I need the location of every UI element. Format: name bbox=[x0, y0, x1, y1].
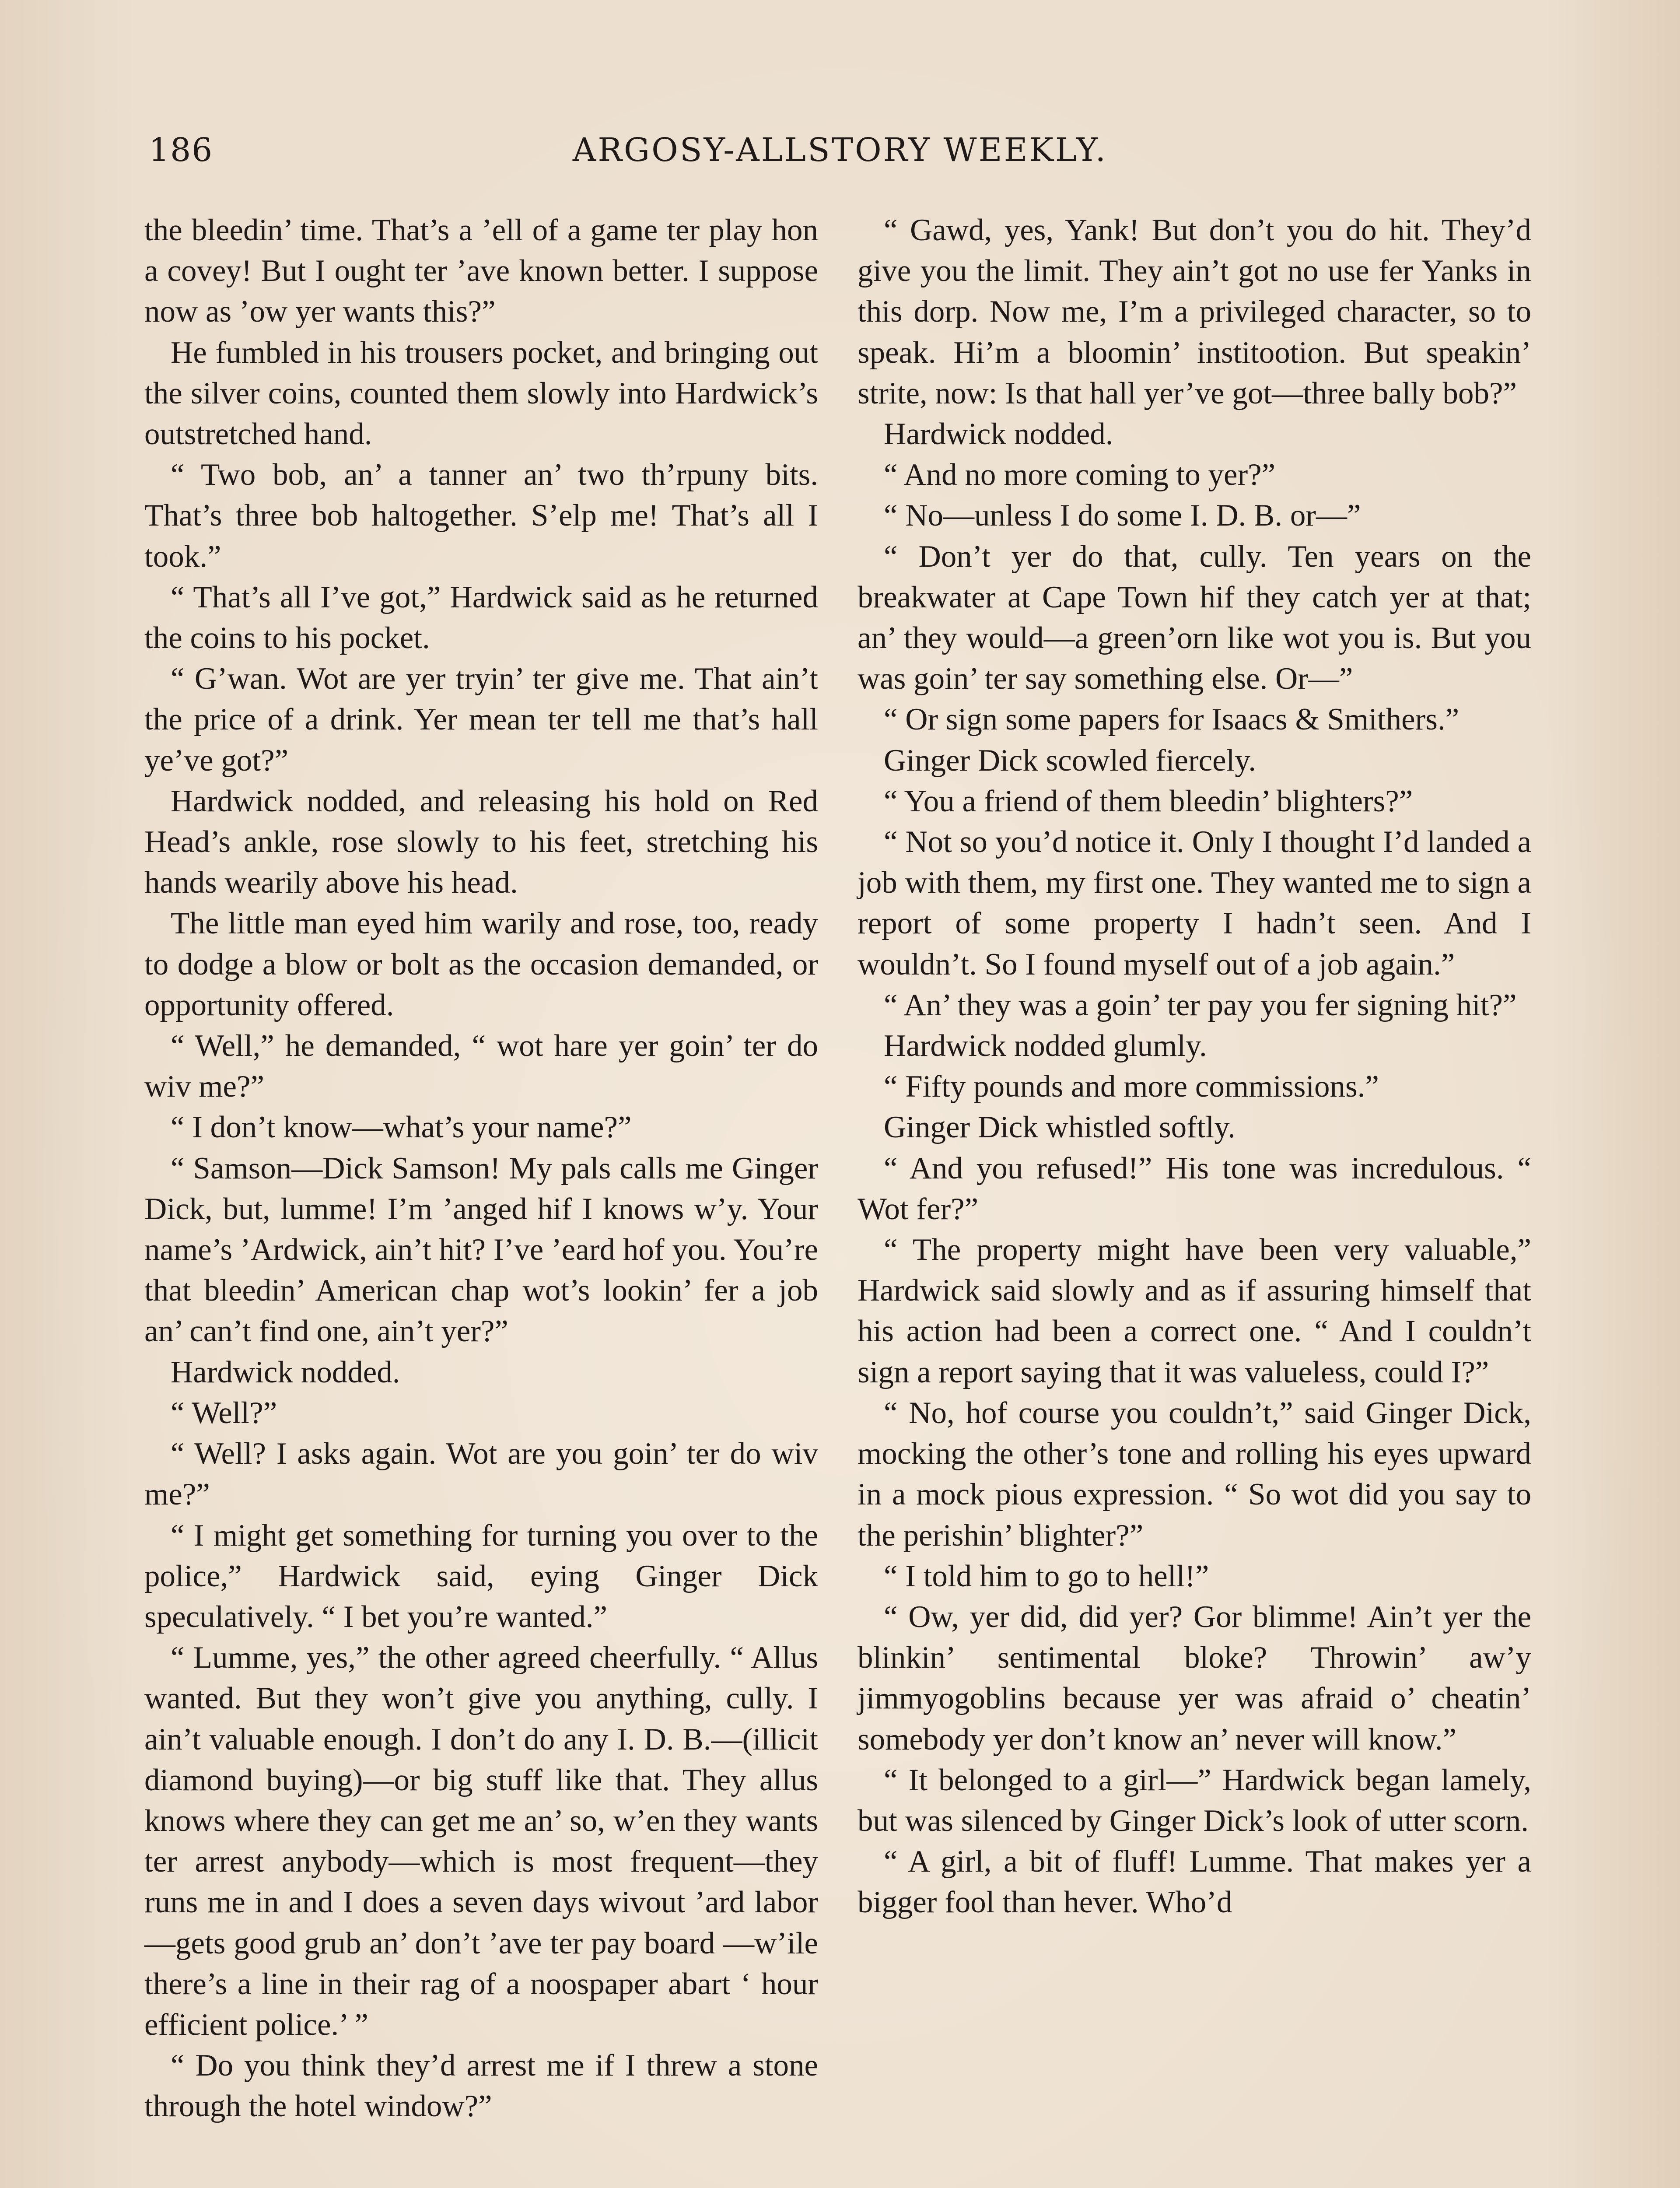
paragraph: “ G’wan. Wot are yer tryin’ ter give me. That ain’t the price of a drink. Yer mean ter tell me that’s hall ye’ve got?” bbox=[144, 662, 818, 778]
paragraph: Ginger Dick whistled softly. bbox=[884, 1110, 1236, 1145]
paragraph: “ Or sign some papers for Isaacs & Smithers.” bbox=[884, 702, 1460, 737]
paragraph: “ Ow, yer did, did yer? Gor blimme! Ain’t yer the blinkin’ sentimental bloke? Throwin’ aw’y jimmyogoblins because yer was afraid o’ cheatin’ somebody yer don’t know an’ never will know.” bbox=[858, 1599, 1531, 1757]
paragraph: “ An’ they was a goin’ ter pay you fer signing hit?” bbox=[884, 988, 1517, 1022]
paragraph: “ Do you think they’d arrest me if I threw a stone through the hotel window?” bbox=[144, 2048, 818, 2124]
paragraph: “ No—unless I do some I. D. B. or—” bbox=[884, 498, 1361, 533]
paragraph: “ You a friend of them bleedin’ blighters?” bbox=[884, 784, 1413, 818]
paragraph: “ That’s all I’ve got,” Hardwick said as he returned the coins to his pocket. bbox=[144, 580, 818, 656]
paragraph: “ Don’t yer do that, cully. Ten years on the breakwater at Cape Town hif they catch yer at that; an’ they would—a green’orn like wot you is. But you was goin’ ter say something else. Or—” bbox=[858, 539, 1531, 696]
paragraph: He fumbled in his trousers pocket, and bringing out the silver coins, counted them slowly into Hardwick’s outstretched hand. bbox=[144, 335, 818, 452]
left-column bbox=[144, 210, 818, 2127]
right-column bbox=[858, 210, 1531, 1923]
paragraph: The little man eyed him warily and rose, too, ready to dodge a blow or bolt as the occasion demanded, or opportunity offered. bbox=[144, 906, 818, 1022]
paragraph: “ A girl, a bit of fluff! Lumme. That makes yer a bigger fool than hever. Who’d bbox=[858, 1844, 1531, 1920]
paragraph: “ Well? I asks again. Wot are you goin’ ter do wiv me?” bbox=[144, 1437, 818, 1512]
paragraph: “ It belonged to a girl—” Hardwick began lamely, but was silenced by Ginger Dick’s look of utter scorn. bbox=[858, 1763, 1531, 1838]
paragraph: “ No, hof course you couldn’t,” said Ginger Dick, mocking the other’s tone and rolling his eyes upward in a mock pious expression. “ So wot did you say to the perishin’ blighter?” bbox=[858, 1396, 1531, 1553]
paragraph: Hardwick nodded. bbox=[171, 1355, 400, 1389]
paragraph: Hardwick nodded. bbox=[884, 417, 1113, 452]
paragraph: “ Lumme, yes,” the other agreed cheerfully. “ Allus wanted. But they won’t give you anything, cully. I ain’t valuable enough. I don’t do any I. D. B.—(illicit diamond buying)—or big stuff like that. They allus knows where they can get me an’ so, w’en they wants ter arrest anybody—which is most frequent—they runs me in and I does a seven days wivout ’ard labor—gets good grub an’ don’t ’ave ter pay board —w’ile there’s a line in their rag of a noospaper abart ‘ hour efficient police.’ ” bbox=[144, 1641, 818, 2042]
running-title: ARGOSY-ALLSTORY WEEKLY. bbox=[572, 131, 1108, 169]
paragraph: “ Not so you’d notice it. Only I thought I’d landed a job with them, my first one. They wanted me to sign a report of some property I hadn’t seen. And I wouldn’t. So I found myself out of a job again.” bbox=[858, 825, 1531, 982]
paragraph: “ And you refused!” His tone was incredulous. “ Wot fer?” bbox=[858, 1151, 1531, 1226]
page-header bbox=[149, 131, 1531, 184]
paragraph: “ I told him to go to hell!” bbox=[884, 1559, 1209, 1593]
paragraph: Hardwick nodded glumly. bbox=[884, 1029, 1207, 1063]
paragraph: “ Two bob, an’ a tanner an’ two th’rpuny bits. That’s three bob haltogether. S’elp me! That’s all I took.” bbox=[144, 458, 818, 574]
paragraph: “ Samson—Dick Samson! My pals calls me Ginger Dick, but, lumme! I’m ’anged hif I knows w’y. Your name’s ’Ardwick, ain’t hit? I’ve ’eard hof you. You’re that bleedin’ American chap wot’s lookin’ fer a job an’ can’t find one, ain’t yer?” bbox=[144, 1151, 818, 1349]
paragraph: “ I don’t know—what’s your name?” bbox=[171, 1110, 632, 1145]
paragraph: “ Gawd, yes, Yank! But don’t you do hit. They’d give you the limit. They ain’t got no use fer Yanks in this dorp. Now me, I’m a privileged character, so to speak. Hi’m a bloomin’ institootion. But speakin’ strite, now: Is that hall yer’ve got—three bally bob?” bbox=[858, 213, 1531, 410]
paragraph: “ Well?” bbox=[171, 1396, 277, 1430]
paragraph: “ Fifty pounds and more commissions.” bbox=[884, 1069, 1379, 1104]
paragraph: Ginger Dick scowled fiercely. bbox=[884, 743, 1256, 778]
paragraph: the bleedin’ time. That’s a ’ell of a game ter play hon a covey! But I ought ter ’ave known better. I suppose now as ’ow yer wants this?” bbox=[144, 213, 818, 329]
page-number: 186 bbox=[149, 131, 214, 169]
paragraph: “ I might get something for turning you over to the police,” Hardwick said, eying Ginger Dick speculatively. “ I bet you’re wanted.” bbox=[144, 1518, 818, 1634]
paragraph: Hardwick nodded, and releasing his hold on Red Head’s ankle, rose slowly to his feet, stretching his hands wearily above his head. bbox=[144, 784, 818, 900]
paragraph: “ And no more coming to yer?” bbox=[884, 458, 1276, 492]
paragraph: “ Well,” he demanded, “ wot hare yer goin’ ter do wiv me?” bbox=[144, 1029, 818, 1104]
paragraph: “ The property might have been very valuable,” Hardwick said slowly and as if assuring himself that his action had been a correct one. “ And I couldn’t sign a report saying that it was valueless, could I?” bbox=[858, 1233, 1531, 1389]
